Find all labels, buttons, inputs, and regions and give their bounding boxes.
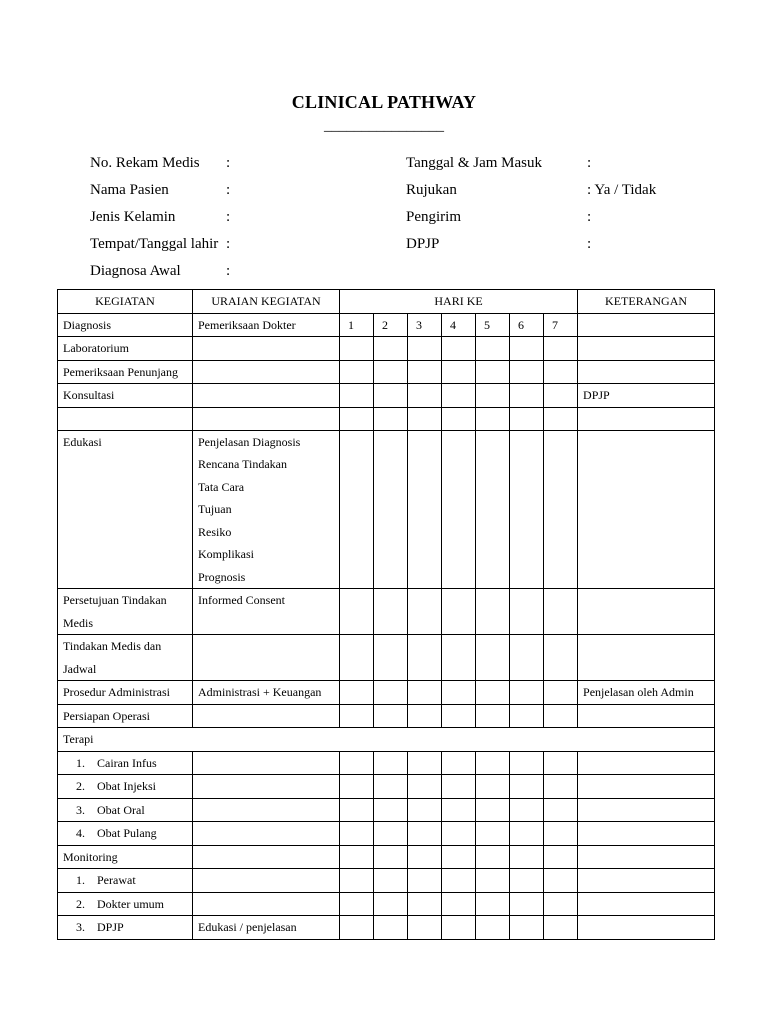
kegiatan-cell: [58, 589, 193, 635]
keterangan-cell: [578, 360, 715, 384]
item-label: Dokter umum: [97, 896, 164, 911]
uraian-cell: [193, 798, 340, 822]
uraian-cell: [193, 775, 340, 799]
day-cell: [544, 589, 578, 635]
day-cell: [442, 360, 476, 384]
day-cell: [544, 360, 578, 384]
day-cell: [374, 430, 408, 589]
day-cell: [510, 845, 544, 869]
day-cell: [408, 869, 442, 893]
keterangan-cell: [578, 589, 715, 635]
day-cell: [340, 635, 374, 681]
uraian-cell: [193, 337, 340, 361]
table-row: [58, 704, 715, 728]
kegiatan-cell: [58, 916, 193, 940]
day-cell: [374, 892, 408, 916]
day-number: 1: [340, 313, 374, 337]
day-number: 7: [544, 313, 578, 337]
day-cell: [544, 892, 578, 916]
uraian-line: Tujuan: [198, 502, 232, 516]
day-cell: [408, 751, 442, 775]
uraian-cell: [193, 384, 340, 408]
day-cell: [544, 775, 578, 799]
uraian-cell-list: [193, 430, 340, 589]
day-cell: [408, 589, 442, 635]
day-cell: [476, 430, 510, 589]
field-label-rekam-medis: No. Rekam Medis: [90, 155, 200, 171]
header-hari-ke: HARI KE: [340, 290, 578, 314]
table-row: [58, 775, 715, 799]
day-cell: [476, 704, 510, 728]
day-cell: [544, 798, 578, 822]
day-number: 6: [510, 313, 544, 337]
day-cell: [476, 822, 510, 846]
day-cell: [374, 681, 408, 705]
table-row: [58, 845, 715, 869]
uraian-cell: Pemeriksaan Dokter: [193, 313, 340, 337]
day-cell: [544, 407, 578, 430]
day-cell: [510, 704, 544, 728]
day-cell: [476, 845, 510, 869]
field-label-pengirim: Pengirim: [406, 209, 461, 225]
item-label: Obat Injeksi: [97, 779, 156, 793]
item-number: 2.: [76, 779, 85, 793]
day-cell: [544, 681, 578, 705]
day-cell: [544, 430, 578, 589]
kegiatan-cell: Edukasi: [58, 430, 193, 589]
day-cell: [476, 635, 510, 681]
day-cell: [510, 822, 544, 846]
day-cell: [340, 822, 374, 846]
keterangan-cell: [578, 916, 715, 940]
day-cell: [408, 704, 442, 728]
field-sep-dpjp: :: [587, 236, 592, 252]
field-label-nama-pasien: Nama Pasien: [90, 182, 169, 198]
day-cell: [340, 798, 374, 822]
day-cell: [340, 337, 374, 361]
day-cell: [442, 384, 476, 408]
field-sep-nama-pasien: :: [226, 182, 231, 198]
day-cell: [476, 384, 510, 408]
keterangan-cell: [578, 635, 715, 681]
item-label: Cairan Infus: [97, 755, 157, 770]
day-cell: [476, 775, 510, 799]
table-row: [58, 822, 715, 846]
day-number: 2: [374, 313, 408, 337]
day-cell: [544, 845, 578, 869]
table-row: [58, 635, 715, 681]
uraian-cell: [193, 822, 340, 846]
item-number: 3.: [76, 802, 85, 817]
day-cell: [510, 892, 544, 916]
kegiatan-cell: [58, 869, 193, 893]
day-cell: [510, 751, 544, 775]
day-cell: [374, 775, 408, 799]
keterangan-cell: [578, 337, 715, 361]
kegiatan-cell: [58, 892, 193, 916]
table-row: [58, 916, 715, 940]
day-cell: [408, 916, 442, 940]
table-row: [58, 360, 715, 384]
day-cell: [374, 407, 408, 430]
table-row: [58, 869, 715, 893]
day-cell: [374, 916, 408, 940]
day-cell: [476, 407, 510, 430]
day-cell: [408, 384, 442, 408]
field-value-rujukan: : Ya / Tidak: [587, 182, 657, 198]
field-sep-diagnosa-awal: :: [226, 263, 231, 279]
day-cell: [442, 407, 476, 430]
uraian-cell: [193, 360, 340, 384]
day-cell: [374, 751, 408, 775]
table-row: [58, 751, 715, 775]
kegiatan-cell: [58, 822, 193, 846]
day-cell: [374, 869, 408, 893]
uraian-line: Resiko: [198, 524, 232, 539]
kegiatan-line: Persetujuan Tindakan: [63, 593, 167, 607]
kegiatan-cell: [58, 775, 193, 799]
table-row: [58, 589, 715, 635]
day-cell: [374, 360, 408, 384]
day-cell: [544, 635, 578, 681]
keterangan-cell: [578, 845, 715, 869]
day-cell: [476, 681, 510, 705]
item-number: 2.: [76, 896, 85, 911]
table-row: [58, 407, 715, 430]
day-number: 3: [408, 313, 442, 337]
keterangan-cell: [578, 704, 715, 728]
item-label: DPJP: [97, 920, 124, 934]
day-cell: [510, 775, 544, 799]
kegiatan-line: Tindakan Medis dan: [63, 639, 162, 653]
field-label-diagnosa-awal: Diagnosa Awal: [90, 263, 181, 279]
day-cell: [374, 798, 408, 822]
kegiatan-cell: Pemeriksaan Penunjang: [58, 360, 193, 384]
day-cell: [510, 337, 544, 361]
field-sep-rekam-medis: :: [226, 155, 231, 171]
day-cell: [476, 360, 510, 384]
table-header-row: [58, 290, 715, 314]
keterangan-cell: [578, 869, 715, 893]
item-number: 3.: [76, 920, 85, 934]
kegiatan-cell: Diagnosis: [58, 313, 193, 337]
keterangan-cell: DPJP: [578, 384, 715, 408]
day-cell: [340, 589, 374, 635]
day-cell: [442, 430, 476, 589]
field-label-tanggal-jam-masuk: Tanggal & Jam Masuk: [406, 155, 543, 171]
section-terapi: Terapi: [58, 728, 715, 752]
day-cell: [408, 845, 442, 869]
kegiatan-cell: [58, 798, 193, 822]
day-cell: [340, 407, 374, 430]
day-cell: [408, 337, 442, 361]
keterangan-cell: [578, 430, 715, 589]
keterangan-cell: [578, 751, 715, 775]
day-cell: [442, 822, 476, 846]
day-cell: [544, 384, 578, 408]
uraian-line: Komplikasi: [198, 547, 254, 561]
day-cell: [340, 751, 374, 775]
day-cell: [442, 916, 476, 940]
field-label-jenis-kelamin: Jenis Kelamin: [90, 209, 176, 225]
day-cell: [544, 869, 578, 893]
day-cell: [408, 681, 442, 705]
day-cell: [510, 360, 544, 384]
uraian-line: Rencana Tindakan: [198, 457, 287, 471]
keterangan-cell: [578, 892, 715, 916]
day-cell: [374, 384, 408, 408]
header-keterangan: KETERANGAN: [578, 290, 715, 314]
keterangan-cell: [578, 775, 715, 799]
kegiatan-cell: Prosedur Administrasi: [58, 681, 193, 705]
day-cell: [510, 430, 544, 589]
day-cell: [340, 384, 374, 408]
table-row: [58, 892, 715, 916]
uraian-cell: [193, 869, 340, 893]
day-cell: [374, 822, 408, 846]
day-cell: [476, 869, 510, 893]
day-cell: [408, 360, 442, 384]
uraian-line: Tata Cara: [198, 479, 245, 494]
keterangan-cell: [578, 798, 715, 822]
header-kegiatan: KEGIATAN: [58, 290, 193, 314]
item-number: 4.: [76, 826, 85, 840]
day-cell: [476, 589, 510, 635]
uraian-cell: [193, 635, 340, 681]
table-row: [58, 798, 715, 822]
day-cell: [476, 798, 510, 822]
day-cell: [544, 822, 578, 846]
day-cell: [476, 337, 510, 361]
day-cell: [408, 892, 442, 916]
day-cell: [408, 430, 442, 589]
uraian-cell: Edukasi / penjelasan: [193, 916, 340, 940]
day-cell: [510, 407, 544, 430]
day-cell: [510, 589, 544, 635]
table-section-row: [58, 728, 715, 752]
day-cell: [374, 589, 408, 635]
table-row: [58, 384, 715, 408]
uraian-cell: [193, 892, 340, 916]
day-cell: [442, 704, 476, 728]
item-number: 1.: [76, 873, 85, 887]
day-cell: [340, 681, 374, 705]
day-cell: [408, 822, 442, 846]
table-row: [58, 681, 715, 705]
kegiatan-line: Medis: [63, 615, 93, 630]
keterangan-cell: [578, 407, 715, 430]
day-cell: [340, 869, 374, 893]
uraian-line: Penjelasan Diagnosis: [198, 434, 301, 449]
uraian-cell: [193, 704, 340, 728]
day-cell: [408, 798, 442, 822]
kegiatan-cell: Laboratorium: [58, 337, 193, 361]
table-row: [58, 430, 715, 589]
day-cell: [476, 892, 510, 916]
day-number: 4: [442, 313, 476, 337]
keterangan-cell: Penjelasan oleh Admin: [578, 681, 715, 705]
uraian-line: Prognosis: [198, 569, 246, 584]
day-cell: [442, 337, 476, 361]
header-uraian: URAIAN KEGIATAN: [193, 290, 340, 314]
keterangan-cell: [578, 822, 715, 846]
kegiatan-line: Jadwal: [63, 661, 97, 676]
kegiatan-cell: Persiapan Operasi: [58, 704, 193, 728]
day-cell: [340, 775, 374, 799]
keterangan-cell: [578, 313, 715, 337]
day-cell: [510, 916, 544, 940]
day-cell: [510, 869, 544, 893]
field-sep-pengirim: :: [587, 209, 592, 225]
uraian-cell: [193, 751, 340, 775]
item-label: Obat Pulang: [97, 826, 157, 840]
field-label-dpjp: DPJP: [406, 236, 440, 252]
uraian-cell: Administrasi + Keuangan: [193, 681, 340, 705]
item-number: 1.: [76, 755, 85, 770]
title-underline: ________________: [324, 118, 444, 134]
day-cell: [340, 360, 374, 384]
day-cell: [408, 635, 442, 681]
day-cell: [476, 751, 510, 775]
day-cell: [510, 681, 544, 705]
kegiatan-cell: Monitoring: [58, 845, 193, 869]
day-cell: [544, 704, 578, 728]
day-cell: [374, 704, 408, 728]
day-number: 5: [476, 313, 510, 337]
document-title: CLINICAL PATHWAY: [291, 92, 477, 112]
clinical-pathway-table: [57, 289, 715, 940]
table-row: [58, 337, 715, 361]
day-cell: [442, 589, 476, 635]
field-label-rujukan: Rujukan: [406, 182, 457, 198]
uraian-cell: Informed Consent: [193, 589, 340, 635]
day-cell: [340, 430, 374, 589]
item-label: Perawat: [97, 873, 136, 887]
day-cell: [374, 845, 408, 869]
day-cell: [442, 751, 476, 775]
kegiatan-cell: [58, 407, 193, 430]
day-cell: [340, 916, 374, 940]
day-cell: [442, 845, 476, 869]
field-sep-jenis-kelamin: :: [226, 209, 231, 225]
day-cell: [442, 775, 476, 799]
day-cell: [476, 916, 510, 940]
uraian-cell: [193, 845, 340, 869]
day-cell: [544, 751, 578, 775]
day-cell: [544, 916, 578, 940]
day-cell: [340, 845, 374, 869]
day-cell: [442, 869, 476, 893]
day-cell: [510, 635, 544, 681]
kegiatan-cell: [58, 635, 193, 681]
kegiatan-cell: Konsultasi: [58, 384, 193, 408]
day-cell: [408, 407, 442, 430]
field-sep-tanggal-jam-masuk: :: [587, 155, 592, 171]
day-cell: [374, 635, 408, 681]
day-cell: [442, 635, 476, 681]
day-cell: [510, 384, 544, 408]
day-cell: [408, 775, 442, 799]
uraian-cell: [193, 407, 340, 430]
day-cell: [340, 892, 374, 916]
day-cell: [442, 798, 476, 822]
day-cell: [442, 681, 476, 705]
day-cell: [442, 892, 476, 916]
item-label: Obat Oral: [97, 802, 145, 817]
table-row: [58, 313, 715, 337]
field-label-tempat-tanggal-lahir: Tempat/Tanggal lahir: [90, 236, 219, 252]
kegiatan-cell: [58, 751, 193, 775]
field-sep-tempat-tanggal-lahir: :: [226, 236, 231, 252]
day-cell: [544, 337, 578, 361]
day-cell: [340, 704, 374, 728]
day-cell: [374, 337, 408, 361]
day-cell: [510, 798, 544, 822]
